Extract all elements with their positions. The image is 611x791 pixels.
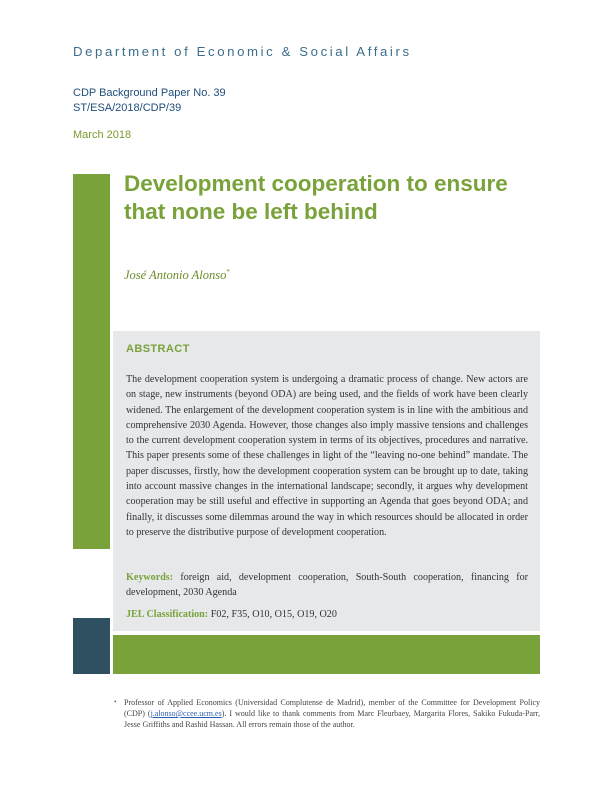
author-footnote-marker: *: [226, 268, 230, 276]
title-line-2: that none be left behind: [124, 199, 378, 224]
decorative-blue-block: [73, 618, 110, 674]
abstract-heading: ABSTRACT: [126, 343, 190, 355]
decorative-green-band: [113, 635, 540, 674]
document-symbol: ST/ESA/2018/CDP/39: [73, 102, 182, 114]
footnote-bullet: •: [114, 698, 117, 706]
department-header: Department of Economic & Social Affairs: [73, 44, 412, 59]
author: [124, 268, 230, 283]
author-email-link[interactable]: j.alonso@ccee.ucm.es: [150, 709, 222, 718]
keywords-label: Keywords:: [126, 572, 174, 583]
abstract-body: The development cooperation system is undergoing a dramatic process of change. New actors are on stage, new instruments (beyond ODA) are being used, and the fields of work have been clearly widened. The enlargement of the development cooperation system is in line with the ambitious and comprehensive 2030 Agenda. However, those changes also imply massive tensions and challenges to the current development cooperation system in terms of its objectives, procedures and narrative. This paper presents some of these challenges in light of the “leaving no-one behind” mandate. The paper discusses, firstly, how the development cooperation system can be brought up to date, taking into account massive changes in the international landscape; secondly, it argues why development cooperation may be still useful and effective in supporting an Agenda that goes beyond ODA; and finally, it discusses some dilemmas around the way in which resources should be allocated in order to preserve the distributive purpose of development cooperation.: [126, 374, 528, 538]
jel-codes: F02, F35, O10, O15, O19, O20: [210, 609, 337, 620]
paper-title: [124, 170, 544, 226]
author-name: José Antonio Alonso: [124, 268, 227, 283]
author-footnote: [114, 697, 541, 730]
paper-series: [73, 86, 226, 116]
series-number: CDP Background Paper No. 39: [73, 87, 226, 99]
keywords-text: foreign aid, development cooperation, South-South cooperation, financing for development, 2030 Agenda: [126, 572, 528, 599]
jel-label: JEL Classification:: [126, 609, 209, 620]
decorative-green-bar: [73, 174, 110, 549]
abstract-box: [113, 331, 540, 631]
keywords: [126, 570, 528, 601]
jel-classification: [126, 607, 528, 622]
footnote-text-start: Professor of Applied Economics (Universidad Complutense de Madrid), member of the Committee for Development Policy (CDP) (: [124, 698, 540, 718]
footnote-text-end: ). I would like to thank comments from Marc Fleurbaey, Margarita Flores, Sakiko Fukuda-Parr, Jesse Griffiths and Rashid Hassan. All errors remain those of the author.: [124, 709, 541, 729]
publication-date: March 2018: [73, 129, 132, 141]
title-line-1: Development cooperation to ensure: [124, 171, 508, 196]
